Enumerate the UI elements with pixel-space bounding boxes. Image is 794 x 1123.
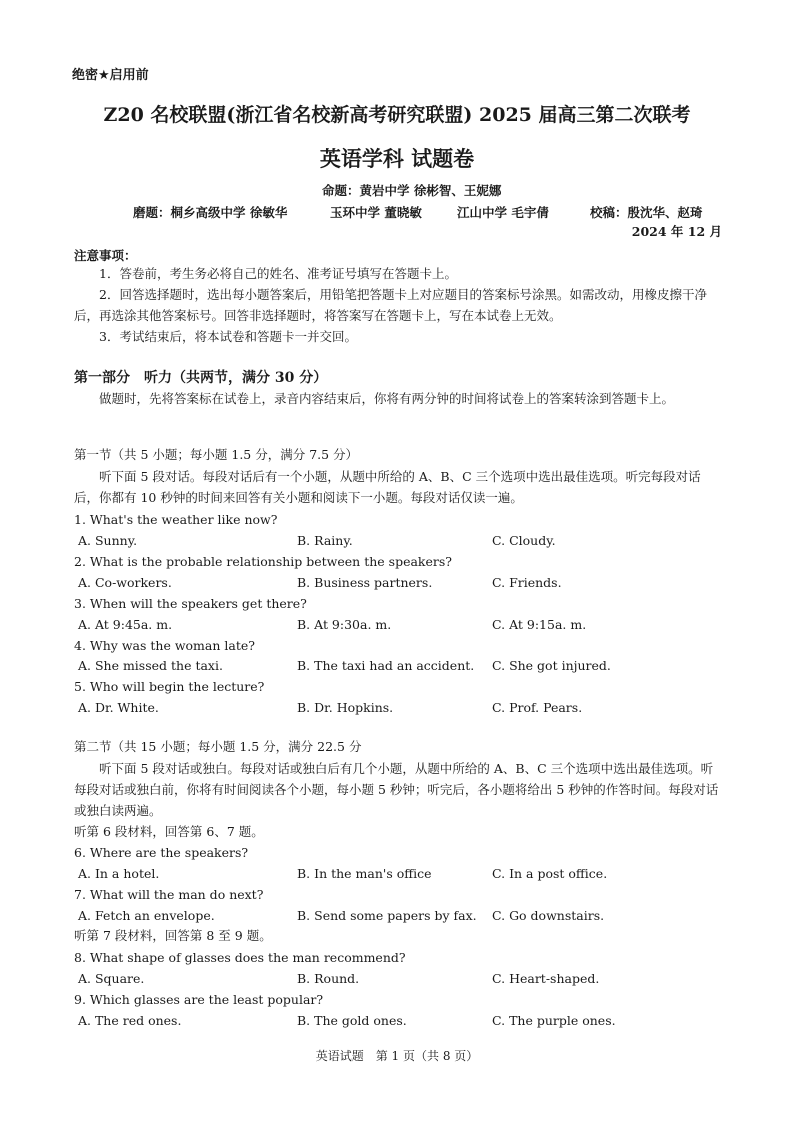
material-6-label: 听第 6 段材料，回答第 6、7 题。 [74, 824, 264, 839]
subject-title: 英语学科 试题卷 [319, 146, 475, 171]
option-6c: C. In a post office. [492, 866, 608, 881]
option-3b: B. At 9:30a. m. [297, 617, 392, 632]
option-2b: B. Business partners. [297, 575, 433, 590]
question-2: 2. What is the probable relationship between the speakers? [74, 554, 452, 569]
option-8b: B. Round. [297, 971, 360, 986]
question-4: 4. Why was the woman late? [74, 638, 255, 653]
option-4b: B. The taxi had an accident. [297, 658, 475, 673]
question-6: 6. Where are the speakers? [74, 845, 249, 860]
question-3: 3. When will the speakers get there? [74, 596, 307, 611]
exam-date: 2024 年 12 月 [631, 224, 722, 239]
option-6a: A. In a hotel. [78, 866, 160, 881]
question-1: 1. What's the weather like now? [74, 512, 278, 527]
section1-instruction: 听下面 5 段对话。每段对话后有一个小题，从题中所给的 A、B、C 三个选项中选出最佳选项。听完每段对话后，你都有 10 秒钟的时间来回答有关小题和阅读下一小题。每段对话仅读一遍。 [74, 469, 701, 505]
reviewers-2: 玉环中学 董晓敏 [330, 205, 422, 220]
option-5a: A. Dr. White. [78, 700, 159, 715]
authors-line: 命题：黄岩中学 徐彬智、王妮娜 [322, 183, 502, 198]
option-3c: C. At 9:15a. m. [492, 617, 587, 632]
option-2a: A. Co-workers. [78, 575, 172, 590]
option-9c: C. The purple ones. [492, 1013, 616, 1028]
reviewers-1: 磨题：桐乡高级中学 徐敏华 [133, 205, 288, 220]
option-7a: A. Fetch an envelope. [78, 908, 215, 923]
option-8c: C. Heart-shaped. [492, 971, 600, 986]
question-5: 5. Who will begin the lecture? [74, 679, 265, 694]
option-1c: C. Cloudy. [492, 533, 556, 548]
option-4c: C. She got injured. [492, 658, 611, 673]
option-1a: A. Sunny. [78, 533, 138, 548]
option-9b: B. The gold ones. [297, 1013, 407, 1028]
option-7b: B. Send some papers by fax. [297, 908, 477, 923]
option-7c: C. Go downstairs. [492, 908, 605, 923]
section2-instruction: 听下面 5 段对话或独白。每段对话或独白后有几个小题，从题中所给的 A、B、C 三个选项中选出最佳选项。听每段对话或独白前，你将有时间阅读各个小题，每小题 5 秒钟；听完后，各小题将给出 5 秒钟的作答时间。每段对话或独白读两遍。 [74, 761, 719, 818]
option-3a: A. At 9:45a. m. [78, 617, 173, 632]
note-item-1: 1．答卷前，考生务必将自己的姓名、准考证号填写在答题卡上。 [99, 266, 457, 281]
option-6b: B. In the man's office [297, 866, 432, 881]
exam-title: Z20 名校联盟(浙江省名校新高考研究联盟) 2025 届高三第二次联考 [103, 104, 691, 126]
section2-heading: 第二节（共 15 小题；每小题 1.5 分，满分 22.5 分 [74, 739, 362, 754]
option-2c: C. Friends. [492, 575, 562, 590]
part1-instruction: 做题时，先将答案标在试卷上，录音内容结束后，你将有两分钟的时间将试卷上的答案转涂到答题卡上。 [99, 391, 675, 406]
question-7: 7. What will the man do next? [74, 887, 264, 902]
option-5b: B. Dr. Hopkins. [297, 700, 394, 715]
option-5c: C. Prof. Pears. [492, 700, 583, 715]
page-footer: 英语试题 第 1 页（共 8 页） [315, 1049, 479, 1063]
reviewers-3: 江山中学 毛宇倩 [457, 205, 549, 220]
note-item-3: 3．考试结束后，将本试卷和答题卡一并交回。 [99, 329, 357, 344]
question-8: 8. What shape of glasses does the man recommend? [74, 950, 406, 965]
question-9: 9. Which glasses are the least popular? [74, 992, 324, 1007]
part1-heading: 第一部分 听力（共两节，满分 30 分） [74, 370, 328, 386]
confidentiality-mark: 绝密★启用前 [72, 68, 149, 83]
proofreaders: 校稿：殷沈华、赵琦 [590, 205, 703, 220]
option-4a: A. She missed the taxi. [78, 658, 223, 673]
notes-heading: 注意事项： [74, 248, 137, 263]
note-item-2: 2．回答选择题时，选出每小题答案后，用铅笔把答题卡上对应题目的答案标号涂黑。如需改动，用橡皮擦干净后，再选涂其他答案标号。回答非选择题时，将答案写在答题卡上，写在本试卷上无效。 [74, 287, 707, 323]
option-8a: A. Square. [78, 971, 145, 986]
option-9a: A. The red ones. [78, 1013, 182, 1028]
material-7-label: 听第 7 段材料，回答第 8 至 9 题。 [74, 928, 272, 943]
option-1b: B. Rainy. [297, 533, 353, 548]
section1-heading: 第一节（共 5 小题；每小题 1.5 分，满分 7.5 分） [74, 447, 359, 462]
